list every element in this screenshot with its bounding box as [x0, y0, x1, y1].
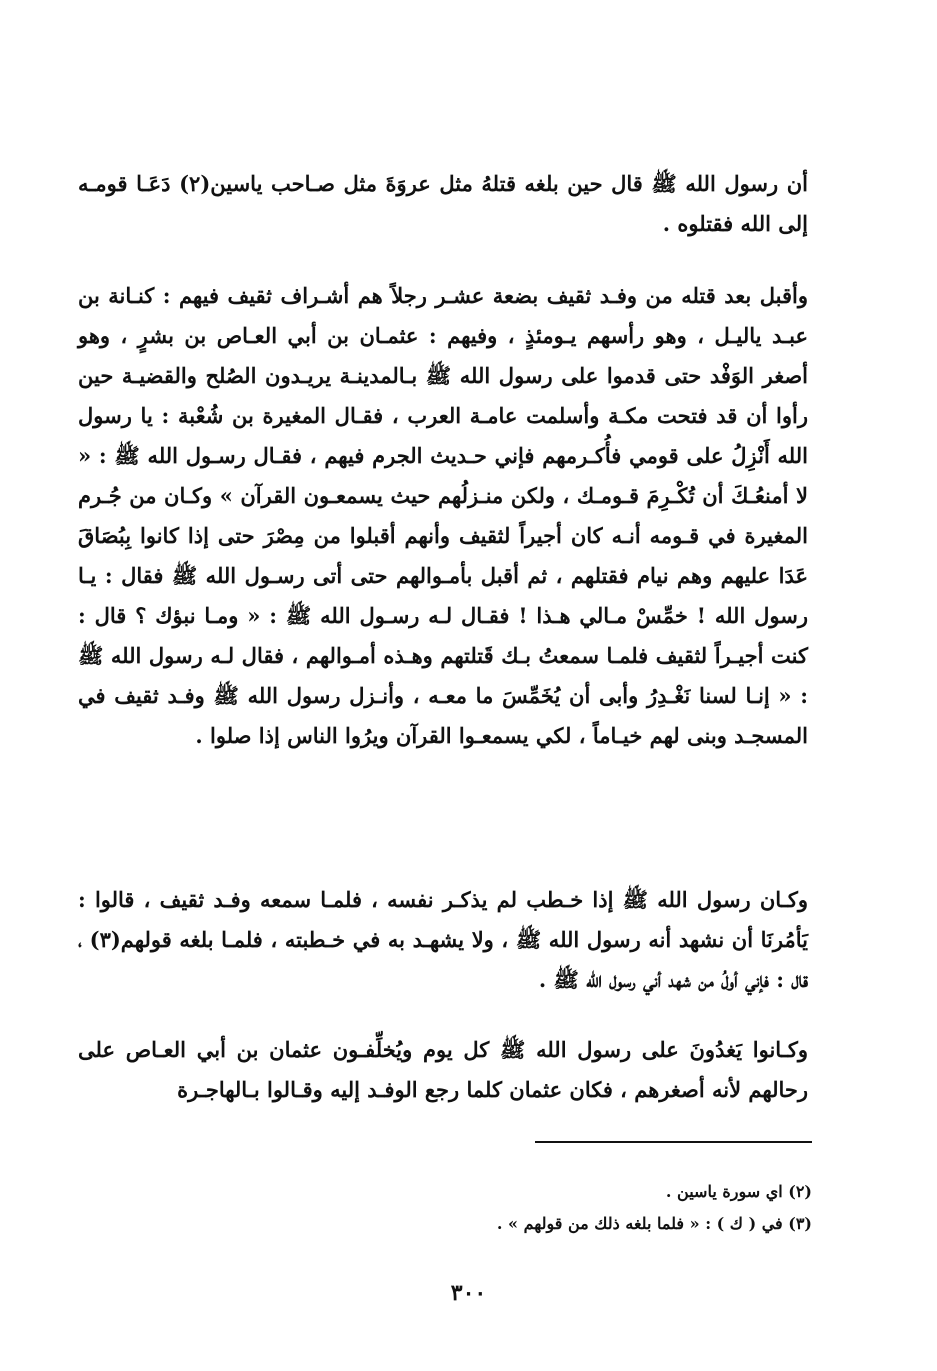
body-paragraph-2: وأقبل بعد قتله من وفـد ثقيف بضعة عشـر رجلاً هم أشـراف ثقيف فيهم : كنـانة بن عبـد ياليـل ، وهو رأسهم يـومئذٍ ، وفيهم : عثمـان بن أبي العـاص بن بشرٍ ، وهو أصغر الوَفْد حتى قدموا على رسول الله ﷺ بـالمدينـة يريـدون الصُلح والقضيـة حين رأوا أن قد فتحت مكـة وأسلمت عامـة العرب ، فقـال المغيرة بن شُعْبة : يا رسول الله أَنْزِلُ على قومي فأُكـرمهم فإني حـديث الجرم فيهم ، فقـال رسـول الله ﷺ : « لا أمنعُـكَ أن تُكْـرِمَ قـومـك ، ولكن منـزلُهم حيث يسمعـون القرآن » وكـان من جُـرم المغيرة في قـومه أنـه كان أجيراً لثقيف وأنهم أقبلوا من مِصْرَ حتى إذا كانوا بِبُصَاقَ عَدَا عليهم وهم نيام فقتلهم ، ثم أقبل بأمـوالهم حتى أتى رسـول الله ﷺ فقال : يـا رسول الله ! خمِّسْ مـالي هـذا ! فقـال لـه رسـول الله ﷺ : « ومـا نبؤك ؟ قال : كنت أجيـراً لثقيف فلمـا سمعتُ بـك قَتلتهم وهـذه أمـوالهم ، فقال لـه رسول الله ﷺ : « إنـا لسنا نَغْـدِرُ وأبى أن يُخَمِّسَ ما معـه ، وأنـزل رسول الله ﷺ وفـد ثقيف في المسجـد وبنى لهم خيـاماً ، لكي يسمعـوا القرآن ويرُوا الناس إذا صلوا .: [78, 283, 808, 748]
body-paragraph-1: أن رسول الله ﷺ قال حين بلغه قتلهُ مثل عروَةَ مثل صـاحب ياسين(٢) دَعَـا قومـه إلى الله فقتلوه .: [78, 171, 808, 236]
body-paragraph-3: وكـان رسول الله ﷺ إذا خـطب لم يذكـر نفسه ، فلمـا سمعه وفـد ثقيف ، قالوا : يَأمُرنَا أن نشهد أنه رسول الله ﷺ ، ولا يشهـد به في خـطبته ، فلمـا بلغه قولهم(٣) ، قال : فإني أولُ من شهد أني رسول الله ﷺ .: [78, 887, 808, 992]
footnote-3: (٣) في ( ك ) : « فلما بلغه ذلك من قولهم » .: [496, 1214, 812, 1233]
footnote-2: (٢) اي سورة ياسين .: [665, 1182, 812, 1201]
footnotes: [300, 1176, 812, 1240]
page-number: ٣٠٠: [450, 1280, 487, 1306]
body-paragraph-4: وكـانوا يَغدُونَ على رسول الله ﷺ كل يوم ويُخلِّفـون عثمان بن أبي العـاص على رحالهم لأنه أصغرهم ، فكان عثمان كلما رجع الوفـد إليه وقـالوا بـالهاجـرة: [78, 1037, 808, 1102]
footnote-separator: [535, 1141, 812, 1143]
